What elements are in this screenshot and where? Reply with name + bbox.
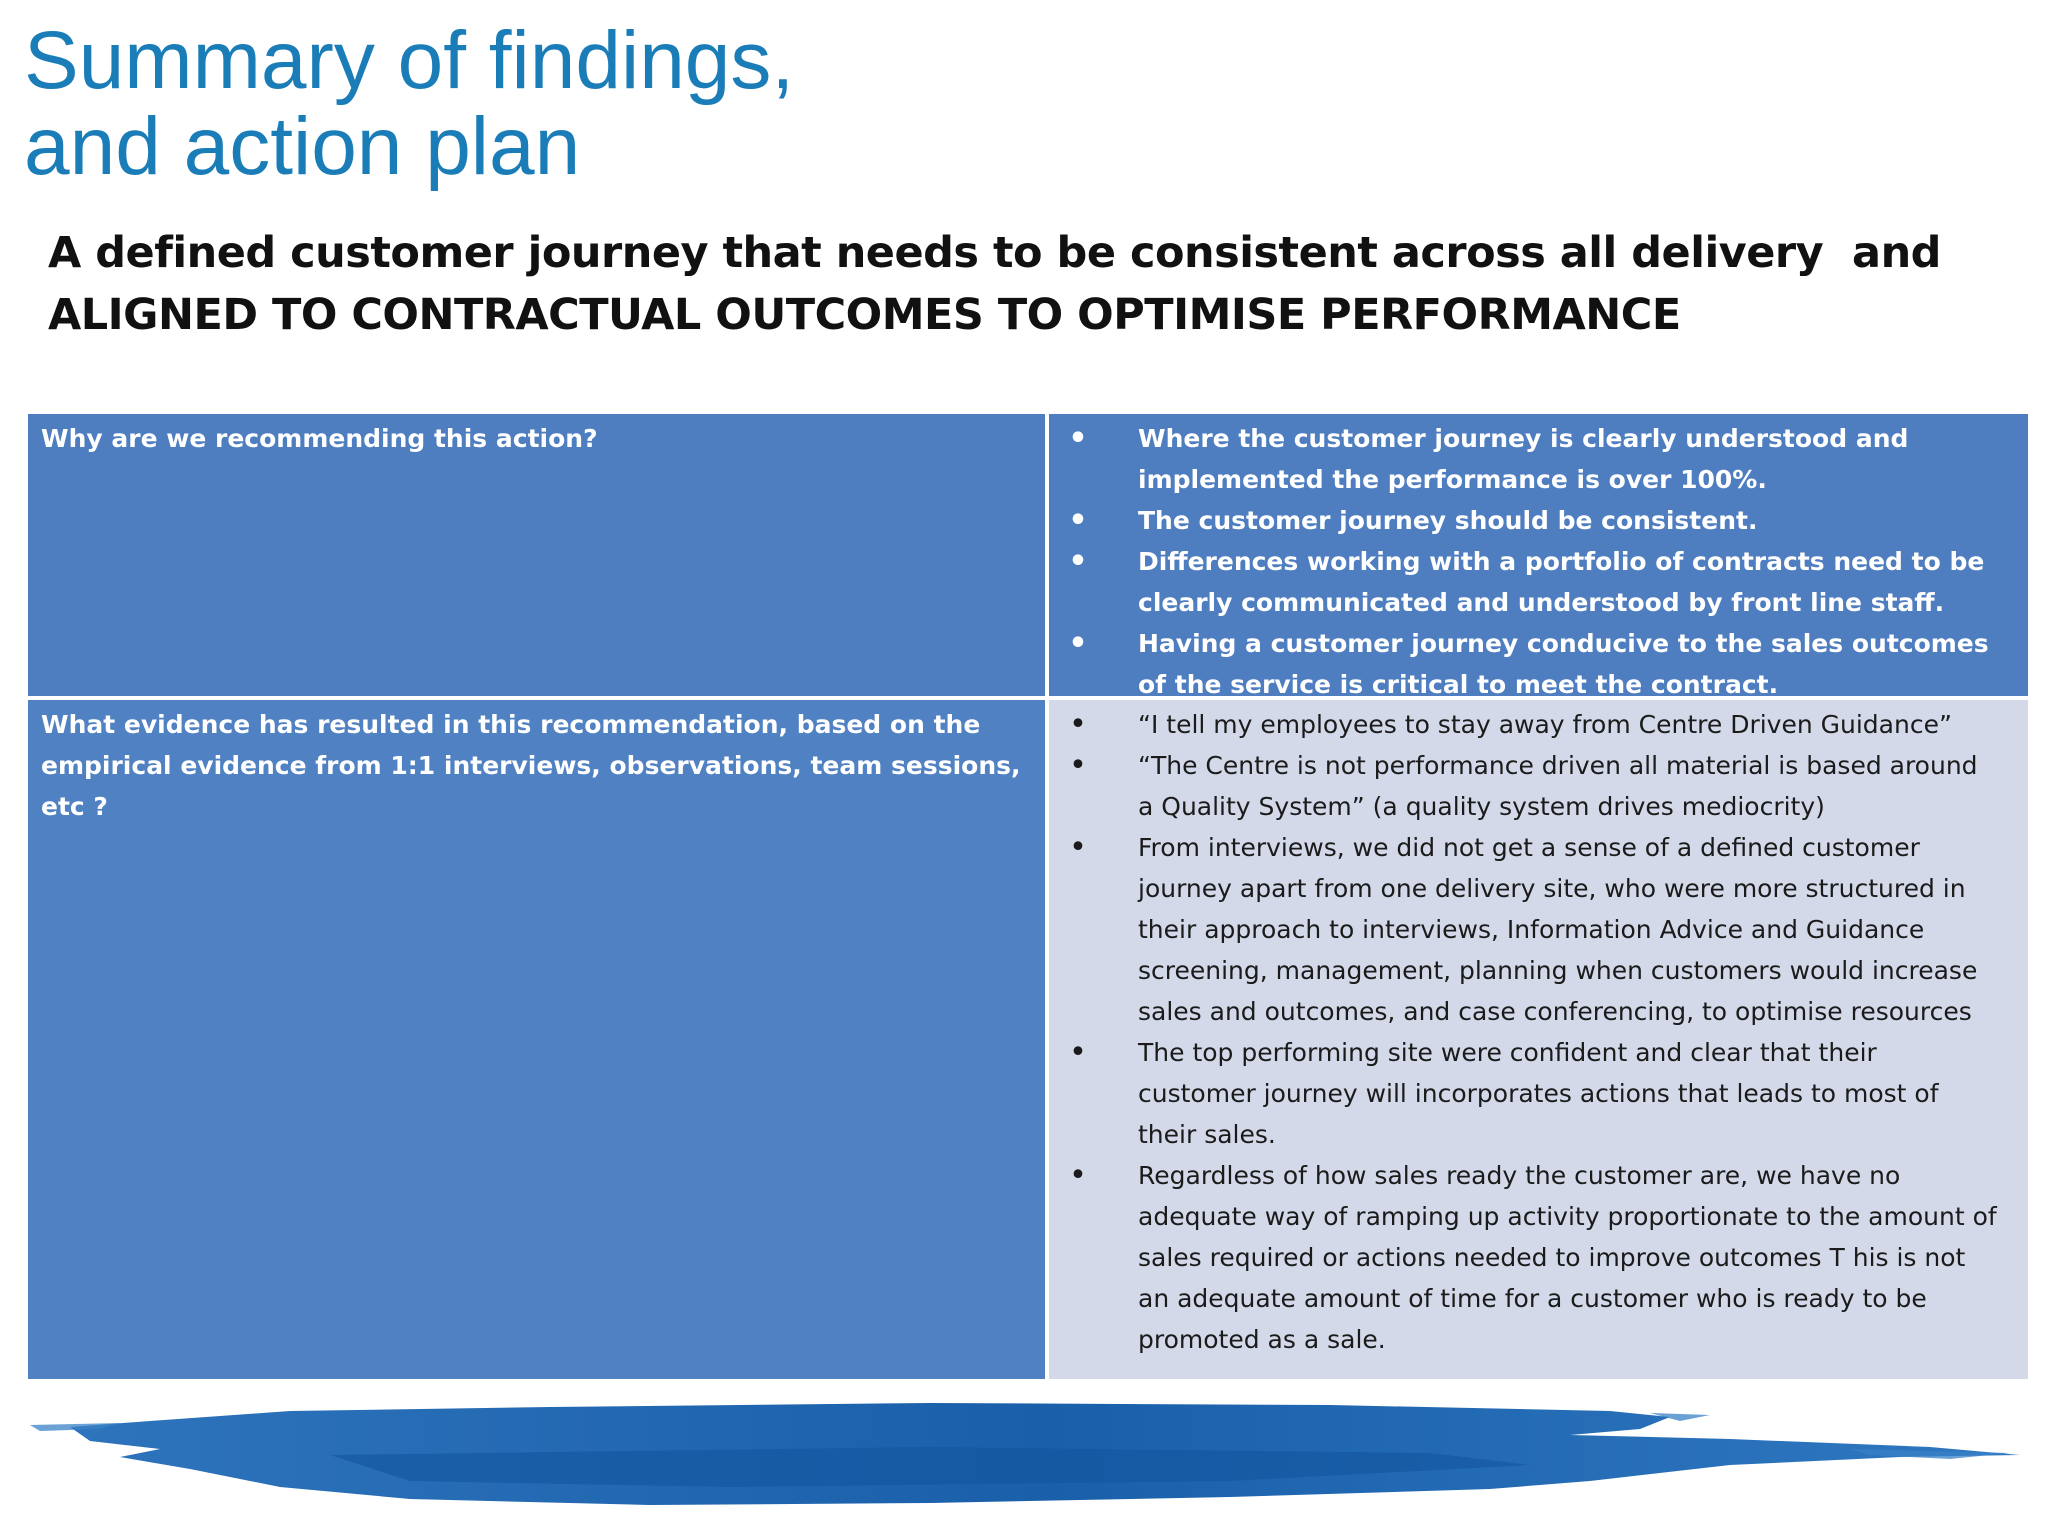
list-item bbox=[1049, 704, 2028, 745]
bullet-text: The customer journey should be consistent. bbox=[1138, 506, 1758, 535]
findings-table bbox=[28, 414, 2028, 1379]
list-item bbox=[1049, 541, 2028, 623]
evidence-question: What evidence has resulted in this recommendation, based on the empirical evidence from 1:1 interviews, observations, team sessions, etc ? bbox=[41, 710, 1021, 821]
list-item bbox=[1049, 500, 2028, 541]
evidence-answer-cell bbox=[1049, 700, 2028, 1379]
bullet-icon: • bbox=[1069, 830, 1087, 865]
slide-title-line-1: Summary of findings, bbox=[24, 15, 795, 106]
bullet-text: Where the customer journey is clearly understood and implemented the performance is over 100%. bbox=[1138, 424, 1909, 494]
evidence-question-cell bbox=[28, 700, 1045, 1379]
recommendation-question-cell bbox=[28, 414, 1045, 696]
bullet-text: “The Centre is not performance driven all material is based around a Quality System” (a quality system drives mediocrity) bbox=[1138, 751, 1978, 821]
bullet-icon: • bbox=[1069, 1035, 1087, 1070]
slide-subtitle bbox=[48, 222, 1948, 346]
bullet-icon: • bbox=[1069, 748, 1087, 783]
slide-subtitle-line-2: ALIGNED TO CONTRACTUAL OUTCOMES TO OPTIMISE PERFORMANCE bbox=[48, 290, 1681, 340]
bullet-text: The top performing site were confident and clear that their customer journey will incorporates actions that leads to most of their sales. bbox=[1138, 1038, 1939, 1149]
bullet-text: “I tell my employees to stay away from Centre Driven Guidance” bbox=[1138, 710, 1952, 739]
slide-title-line-2: and action plan bbox=[24, 101, 581, 192]
recommendation-question: Why are we recommending this action? bbox=[41, 424, 598, 453]
bullet-text: From interviews, we did not get a sense of a defined customer journey apart from one delivery site, who were more structured in their approach to interviews, Information Advice and Guidance screening, management, planning when customers would increase sales and outcomes, and case conferencing, to optimise resources bbox=[1138, 833, 1978, 1026]
recommendation-answer-cell bbox=[1049, 414, 2028, 699]
slide-subtitle-line-1: A defined customer journey that needs to be consistent across all delivery and bbox=[48, 228, 1941, 278]
bullet-icon: • bbox=[1069, 1158, 1087, 1193]
bullet-icon: • bbox=[1068, 544, 1088, 579]
bullet-icon: • bbox=[1068, 626, 1088, 661]
bullet-icon: • bbox=[1068, 421, 1088, 456]
bullet-text: Regardless of how sales ready the customer are, we have no adequate way of ramping up activity proportionate to the amount of sales required or actions needed to improve outcomes T his is not an adequate amount of time for a customer who is ready to be promoted as a sale. bbox=[1138, 1161, 1997, 1354]
bullet-icon: • bbox=[1068, 503, 1088, 538]
list-item bbox=[1049, 745, 2028, 827]
slide-title bbox=[24, 15, 1424, 192]
list-item bbox=[1049, 1155, 2028, 1360]
recommendation-bullet-list bbox=[1049, 418, 2028, 705]
bullet-text: Differences working with a portfolio of contracts need to be clearly communicated and understood by front line staff. bbox=[1138, 547, 1985, 617]
evidence-bullet-list bbox=[1049, 704, 2028, 1360]
list-item bbox=[1049, 827, 2028, 1032]
bullet-text: Having a customer journey conducive to the sales outcomes of the service is critical to meet the contract. bbox=[1138, 629, 1989, 699]
list-item bbox=[1049, 1032, 2028, 1155]
list-item bbox=[1049, 623, 2028, 705]
bullet-icon: • bbox=[1069, 707, 1087, 742]
list-item bbox=[1049, 418, 2028, 500]
brush-stroke-decoration bbox=[30, 1395, 2030, 1515]
